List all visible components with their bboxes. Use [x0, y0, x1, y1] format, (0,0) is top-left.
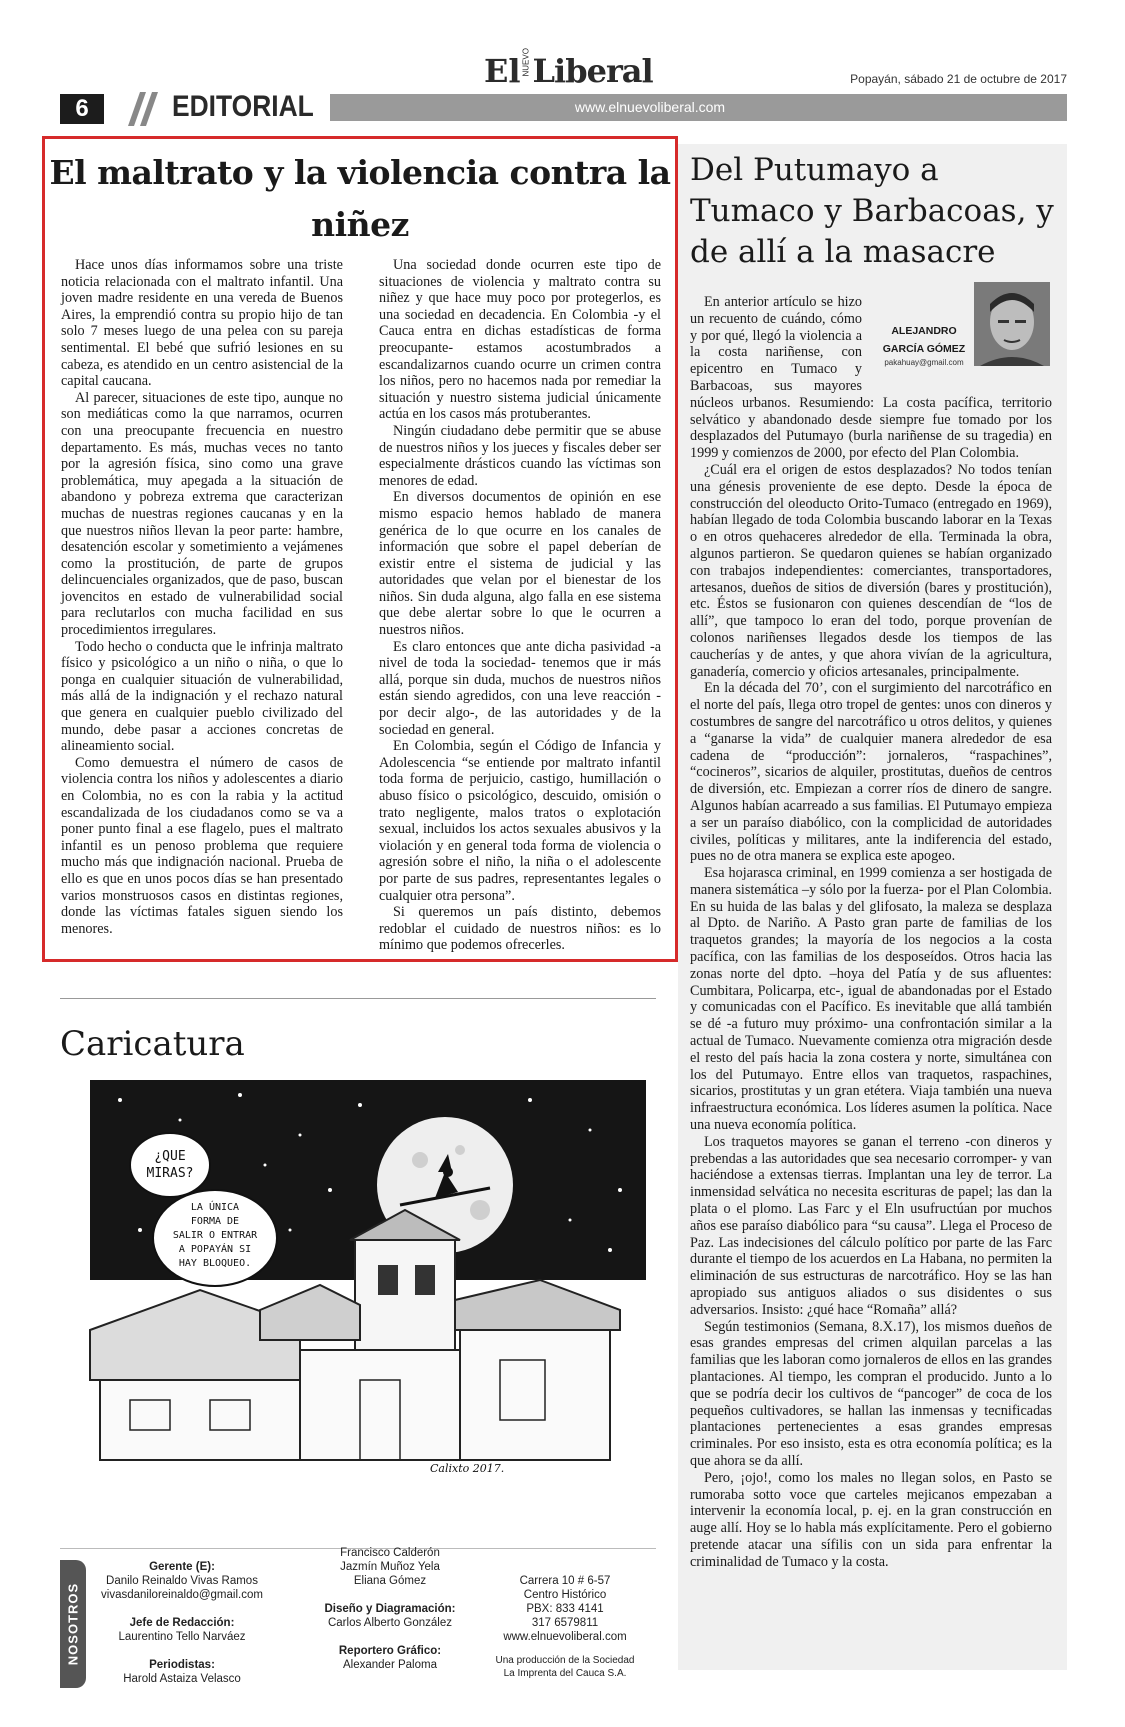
- jefe-name: Laurentino Tello Narváez: [118, 1631, 246, 1643]
- opinion-paragraph: Pero, ¡ojo!, como los males no llegan solos, en Pasto se rumoraba sotto voce que carteles mejicanos empezaban a intervenir la economía local, p. ej. en la gran construcción en auge allí. Hoy se lo habla más explícitamente. Pero el gobierno pretende atacar una sífilis con un sida para enfrentar la criminalidad de Tumaco y la costa.: [690, 1469, 1052, 1570]
- editorial-paragraph: Si queremos un país distinto, debemos redoblar el cuidado de nuestros niños: es lo mínimo que podemos ofrecerles.: [379, 904, 661, 954]
- produccion-line: Una producción de la Sociedad: [495, 1655, 635, 1666]
- bubble1-line: ¿QUE: [154, 1149, 186, 1164]
- gerente-name: Danilo Reinaldo Vivas Ramos: [106, 1575, 258, 1587]
- section-label: EDITORIAL: [172, 90, 314, 123]
- diseno-label: Diseño y Diagramación:: [324, 1603, 456, 1615]
- opinion-body: [690, 294, 1052, 1571]
- reportero-label: Reportero Gráfico:: [338, 1645, 442, 1657]
- opinion-paragraph: Esa hojarasca criminal, en 1999 comienza a ser hostigada de manera sistemática –y sólo por la fuerza- por el Plan Colombia. En su huida de las balas y del glifosato, la maleza se desplaza al Dpto. de Nariño. A Pasto gran parte de familias de los traquetos grandes; la mayoría de los negocios a la costa pacífica, con las familias de los desposeídos. Otros hacia las zonas norte del dpto. –hoya del Patía y de sus afluentes: Cumbitara, Policarpa, etc-, igual de abandonadas por el Estado y comunicadas con el Pacífico. Es inevitable que allá también se dé -a futuro muy próximo- una confrontación similar a la actual de Tumaco. Nuevamente comienza otra migración desde el resto del país hacia la zona costera y norte, simultánea con los del Putumayo. Entre ellos van traquetos, raspachines, sicarios, prostitutas y un gran etétera. Viaja también una nueva infraestructura económica. Los líderes asumen la política. Nace una nueva economía política.: [690, 865, 1052, 1134]
- nosotros-tab-label: NOSOTROS: [65, 1582, 81, 1666]
- bubble2-line: LA ÚNICA: [190, 1202, 240, 1213]
- opinion-paragraph: ¿Cuál era el origen de estos desplazados? No todos tenían una génesis proveniente de ese depto. Desde la época de construcción del oleoducto Orito-Tumaco (entregado en 1969), habían llegado de toda Colombia buscando laborar en la Texas o en otros quehaceres alrededor de ella. Terminada la obra, algunos partieron. Se quedaron quienes se habían organizado con trabajos independientes: comerciantes, transportadores, artesanos, dueños de sitios de diversión (bares y prostitución), etc. Éstos se fusionaron con quienes descendían de “los de allí”, que tampoco lo eran del todo, porque provenían de colonos nariñenses llegados desde los tiempos de las caucherías y de antes, y que ahora vivían de la agricultura, ganadería, comercio y oficios artesanales, principalmente.: [690, 461, 1052, 680]
- opinion-paragraph: Los traquetos mayores se ganan el terreno -con dineros y prebendas a las autoridades que sea necesario corromper- y van haciéndose a extensas tierras. Implantan una ley de terror. La inmensidad selvática no necesita escrituras de papel; las dan la plata o el plomo. Las Farc y el Eln usufructúan por muchos años ese paraíso diabólico para “su causa”. Llega el Proceso de Paz. Las indecisiones del cálculo político por parte de las Farc durante el tiempo de los acuerdos en La Habana, no permiten la eliminación de sus estructuras de narcotráfico. Hoy se las han apropiado sus antiguos aliados o sus disidentes o sus adversarios. Insisto: ¿qué hace “Romaña” allá?: [690, 1133, 1052, 1318]
- editorial-column-2: [379, 257, 661, 954]
- editorial-paragraph: Todo hecho o conducta que le infrinja maltrato físico y psicológico a un niño o niña, o que lo ponga en cualquier situación de vulnerabilidad, más allá de la indignación y el rechazo natural que genera en cualquier pueblo civilizado del mundo, debe pasar a acciones concretas de alineamiento social.: [61, 638, 343, 755]
- header-date: Popayán, sábado 21 de octubre de 2017: [850, 72, 1067, 86]
- editorial-paragraph: En diversos documentos de opinión en ese mismo espacio hemos hablado de manera genérica de lo que ocurre en los canales de información que sobre el papel deberían de existir entre el sistema de judicial y las autoridades que velan por el bienestar de los niños. Sin duda alguna, algo falla en ese sistema que debe alertar sobre lo que le ocurren a nuestros niños.: [379, 489, 661, 639]
- bubble2-line: HAY BLOQUEO.: [178, 1258, 252, 1269]
- address-line: Centro Histórico: [523, 1589, 607, 1601]
- editorial-paragraph: Es claro entonces que ante dicha pasividad -a nivel de toda la sociedad- tenemos que ir más allá, porque sin duda, muchos de nuestros niños están siendo agredidos, con una leve reacción -por decir algo-, de las autoridades y de la sociedad en general.: [379, 638, 661, 738]
- opinion-paragraph: En la década del 70’, con el surgimiento del narcotráfico en el norte del país, llega otro tropel de gentes: unos con dineros y costumbres de sangre del narcotráfico u otros delitos, y quienes a “ganarse la vida” de cualquier manera alrededor de esa cadena de “producción”: jornaleros, “raspachines”, “cocineros”, sicarios de alquiler, prostitutas, dueños de centros de diversión, etc. Empiezan a correr ríos de dinero de sangre. Algunos habían acarreado a sus familias. El Putumayo empieza a ser un paraíso diabólico, con la complicidad de autoridades civiles, políticas y militares, ante la indiferencia del estado, pues no de otra manera se explica este apogeo.: [690, 680, 1052, 865]
- editorial-paragraph: Ningún ciudadano debe permitir que se abuse de nuestros niños y los jueces y fiscales deber ser especialmente drásticos cuando las víctimas son menores de edad.: [379, 422, 661, 489]
- jefe-label: Jefe de Redacción:: [129, 1617, 235, 1629]
- section-divider: [60, 998, 656, 999]
- address-line: Carrera 10 # 6-57: [519, 1575, 611, 1587]
- opinion-title: Del Putumayo a Tumaco y Barbacoas, y de allí a la masacre: [690, 152, 1054, 270]
- logo-liberal: Liberal: [532, 52, 653, 90]
- gerente-email[interactable]: vivasdaniloreinaldo@gmail.com: [101, 1589, 263, 1601]
- bubble2-line: SALIR O ENTRAR: [172, 1230, 258, 1241]
- gerente-label: Gerente (E):: [149, 1561, 215, 1573]
- editorial-paragraph: Una sociedad donde ocurren este tipo de situaciones de violencia y maltrato contra su niñez y que hace muy poco por protegerlos, es una sociedad en decadencia. En Colombia -y el Cauca entra en dichas estadísticas de forma preocupante- estamos acostumbrados a escandalizarnos cuando ocurre un crimen contra los niños, pero no hacemos nada por remediar la situación y nuestro sistema judicial únicamente actúa en los casos más protuberantes.: [379, 257, 661, 423]
- bubble2-line: FORMA DE: [190, 1216, 240, 1227]
- staff-column-3: [480, 1574, 650, 1680]
- editorial-column-1: [61, 257, 343, 937]
- header-url[interactable]: www.elnuevoliberal.com: [574, 99, 726, 115]
- newspaper-logo[interactable]: [484, 48, 653, 92]
- staff-name: Francisco Calderón: [340, 1547, 440, 1559]
- editorial-title: El maltrato y la violencia contra la niñez: [49, 153, 671, 244]
- logo-el: El: [484, 52, 521, 90]
- editorial-paragraph: Hace unos días informamos sobre una triste noticia relacionada con el maltrato infantil. Una joven madre residente en una vereda de Buenos Aires, la emprendió contra su propio hijo de tan solo 7 meses luego de una pelea con su pareja sentimental. El bebé que sufrió lesiones en su cabeza, es atendido en un centro asistencial de la capital caucana.: [61, 257, 343, 390]
- logo-nuevo: NUEVO: [521, 48, 531, 77]
- section-slashes-decoration: [118, 92, 162, 126]
- bubble1-line: MIRAS?: [146, 1166, 194, 1181]
- produccion-line: La Imprenta del Cauca S.A.: [503, 1668, 627, 1679]
- opinion-paragraph: En anterior artículo se hizo un recuento de cuándo, cómo y por qué, llegó la violencia a la costa nariñense, con epicentro en Tumaco y Barbacoas, sus mayores núcleos urbanos. Resumiendo: La costa pacífica, territorio selvático y abandonado desde siempre fue tomado por los desplazados del Putumayo (burla nariñense de su tragedia) en 1999 y comienzos de 2000, por efecto del Plan Colombia.: [690, 294, 1052, 462]
- periodistas-name: Harold Astaiza Velasco: [123, 1673, 241, 1685]
- editorial-paragraph: Como demuestra el número de casos de violencia contra los niños y adolescentes a diario en Colombia, no es con la rabia y la actitud escandalizada de los ciudadanos como se va a poner punto final a ese flagelo, pues el maltrato infantil es un penoso problema que requiere mucho más que indignación nacional. Prueba de ello es que en unos pocos días se han presentado varios monstruosos casos en distintas regiones, donde las víctimas fatales siguen siendo los menores.: [61, 754, 343, 937]
- editorial-paragraph: Al parecer, situaciones de este tipo, aunque no son mediáticas como la que narramos, ocurren con una preocupante frecuencia en nuestro departamento. Es más, muchas veces no tanto por la agresión física, sino como una grave problemática, muy apegada a la situación de abandono y pobreza extrema que caracterizan muchas de nuestras regiones caucanas y en la que nuestros niños llevan la peor parte: hambre, desatención escolar y sometimiento a vejámenes como la prostitución, de parte de grupos delincuenciales organizados, que de paso, buscan jovencitos en estado de vulnerabilidad social para reclutarlos con mucha facilidad en sus procedimientos irregulares.: [61, 389, 343, 639]
- diseno-name: Carlos Alberto González: [327, 1617, 452, 1629]
- staff-column-2: [300, 1546, 480, 1672]
- author-name: ALEJANDRO GARCÍA GÓMEZ: [882, 325, 966, 355]
- reportero-name: Alexander Paloma: [343, 1659, 437, 1671]
- phone-line: 317 6579811: [531, 1617, 599, 1629]
- staff-name: Eliana Gómez: [353, 1575, 427, 1587]
- caricatura-title: Caricatura: [60, 1024, 245, 1064]
- phone-line: PBX: 833 4141: [526, 1603, 604, 1615]
- cartoon-signature: Calixto 2017.: [430, 1462, 505, 1475]
- website-link[interactable]: www.elnuevoliberal.com: [503, 1631, 627, 1643]
- page-number: 6: [60, 94, 104, 124]
- editorial-paragraph: En Colombia, según el Código de Infancia y Adolescencia “se entiende por maltrato infantil toda forma de perjuicio, castigo, humillación o abuso físico o psicológico, descuido, omisión o trato negligente, malos tratos o explotación sexual, incluidos los actos sexuales abusivos y la violación y en general toda forma de violencia o agresión sobre el niño, la niña o el adolescente por parte de sus padres, representantes legales o cualquier otra persona”.: [379, 738, 661, 904]
- opinion-paragraph: Según testimonios (Semana, 8.X.17), los mismos dueños de esas grandes empresas del crimen alquilan parcelas a las familias que les laboran como jornaleros de ellos en las grandes plantaciones. Al tiempo, les compran el producido. Junto a lo que se podría decir los cultivos de “pancoger” de coca de los pequeños cultivadores, se hallan las inmensas y tecnificadas plantaciones pertenecientes a esas grandes empresas criminales. Por eso insisto, esta es otra economía política; es la que ahora se da allí.: [690, 1318, 1052, 1469]
- periodistas-label: Periodistas:: [149, 1659, 215, 1671]
- staff-column-1: [92, 1560, 272, 1686]
- cartoon-illustration: [60, 1080, 656, 1480]
- staff-name: Jazmín Muñoz Yela: [340, 1561, 440, 1573]
- author-email[interactable]: pakahuay@gmail.com: [884, 358, 964, 367]
- editorial-article: [42, 136, 678, 962]
- bubble2-line: A POPAYÁN SI: [178, 1244, 252, 1255]
- author-block-space: [862, 294, 1052, 384]
